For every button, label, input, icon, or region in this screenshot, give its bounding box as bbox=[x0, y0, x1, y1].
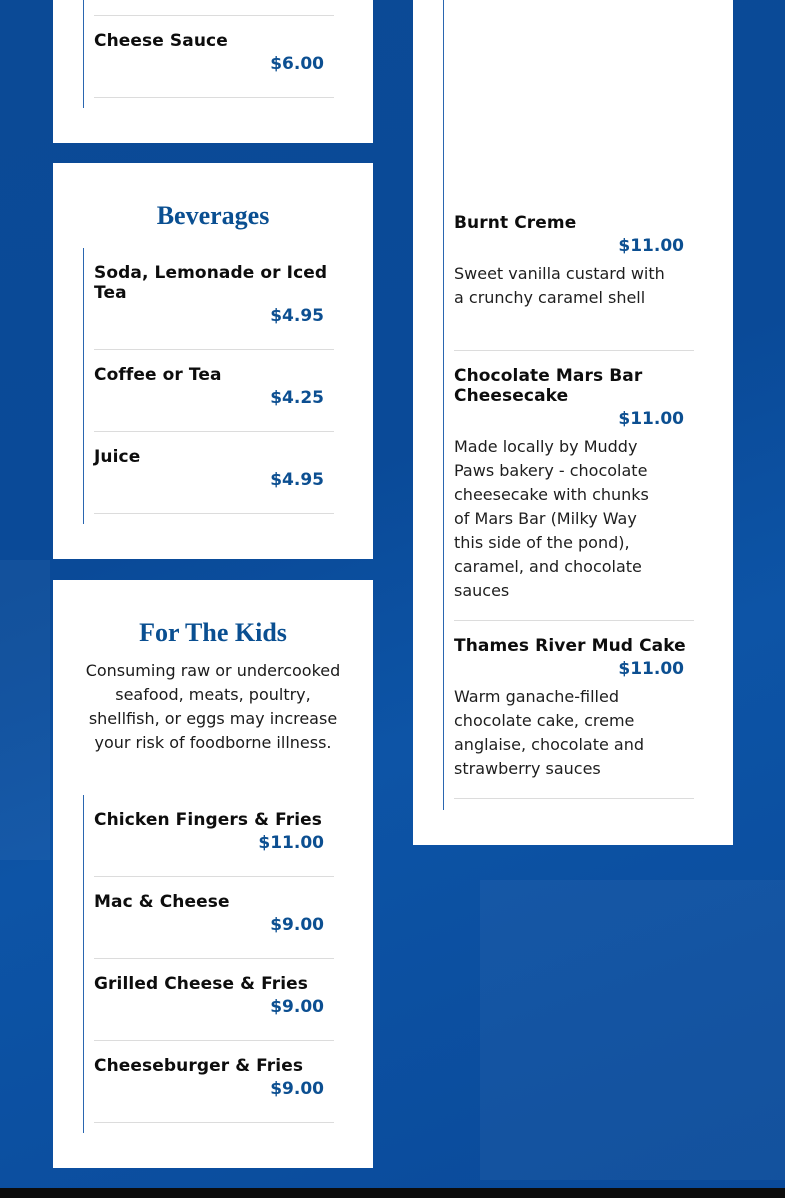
menu-item-burnt-creme bbox=[454, 205, 694, 351]
menu-item-mac-cheese bbox=[94, 877, 334, 959]
item-name: Mac & Cheese bbox=[94, 892, 230, 912]
item-name: Cheeseburger & Fries bbox=[94, 1056, 304, 1076]
list-spacer bbox=[444, 0, 713, 205]
menu-item-chicken-fingers bbox=[94, 795, 334, 877]
menu-item-mud-cake bbox=[454, 621, 694, 799]
item-name: Juice bbox=[94, 447, 141, 467]
menu-item-coffee bbox=[94, 350, 334, 432]
item-description: Sweet vanilla custard with a crunchy caramel shell bbox=[454, 264, 665, 307]
menu-item-cheeseburger bbox=[94, 1041, 334, 1123]
sauce-card bbox=[53, 0, 373, 143]
menu-item-mars-bar-cheesecake bbox=[454, 351, 694, 621]
item-name: Chocolate Mars Bar Cheesecake bbox=[454, 366, 643, 406]
desserts-card bbox=[413, 0, 733, 845]
item-description: Warm ganache-filled chocolate cake, creme anglaise, chocolate and strawberry sauces bbox=[454, 687, 645, 778]
menu-item-soda bbox=[94, 248, 334, 350]
sauce-list bbox=[83, 0, 353, 108]
kids-list bbox=[83, 795, 353, 1133]
item-name: Burnt Creme bbox=[454, 213, 577, 233]
list-divider bbox=[94, 0, 334, 16]
item-price: $11.00 bbox=[618, 659, 684, 679]
item-price: $11.00 bbox=[618, 409, 684, 429]
item-price: $9.00 bbox=[270, 997, 324, 1017]
item-price: $4.95 bbox=[270, 470, 324, 490]
item-price: $9.00 bbox=[270, 1079, 324, 1099]
section-title: For The Kids bbox=[139, 618, 287, 647]
footer-bar bbox=[0, 1188, 785, 1198]
item-price: $4.25 bbox=[270, 388, 324, 408]
item-price: $6.00 bbox=[270, 54, 324, 74]
item-price: $4.95 bbox=[270, 306, 324, 326]
item-name: Cheese Sauce bbox=[94, 31, 228, 51]
item-name: Thames River Mud Cake bbox=[454, 636, 686, 656]
background-pattern bbox=[0, 560, 50, 860]
beverages-card bbox=[53, 163, 373, 559]
health-notice: Consuming raw or undercooked seafood, meats, poultry, shellfish, or eggs may increase your risk of foodborne illness. bbox=[85, 661, 341, 752]
kids-card bbox=[53, 580, 373, 1168]
menu-item-grilled-cheese bbox=[94, 959, 334, 1041]
menu-item-cheese-sauce bbox=[94, 16, 334, 98]
item-price: $11.00 bbox=[258, 833, 324, 853]
item-price: $9.00 bbox=[270, 915, 324, 935]
desserts-list bbox=[443, 0, 713, 810]
menu-item-juice bbox=[94, 432, 334, 514]
item-name: Soda, Lemonade or Iced Tea bbox=[94, 263, 328, 303]
section-title: Beverages bbox=[156, 201, 270, 230]
background-pattern bbox=[480, 880, 785, 1180]
item-name: Grilled Cheese & Fries bbox=[94, 974, 308, 994]
item-name: Coffee or Tea bbox=[94, 365, 222, 385]
item-name: Chicken Fingers & Fries bbox=[94, 810, 322, 830]
beverages-list bbox=[83, 248, 353, 524]
item-description: Made locally by Muddy Paws bakery - chocolate cheesecake with chunks of Mars Bar (Milky Way this side of the pond), caramel, and chocolate sauces bbox=[454, 437, 649, 600]
item-price: $11.00 bbox=[618, 236, 684, 256]
